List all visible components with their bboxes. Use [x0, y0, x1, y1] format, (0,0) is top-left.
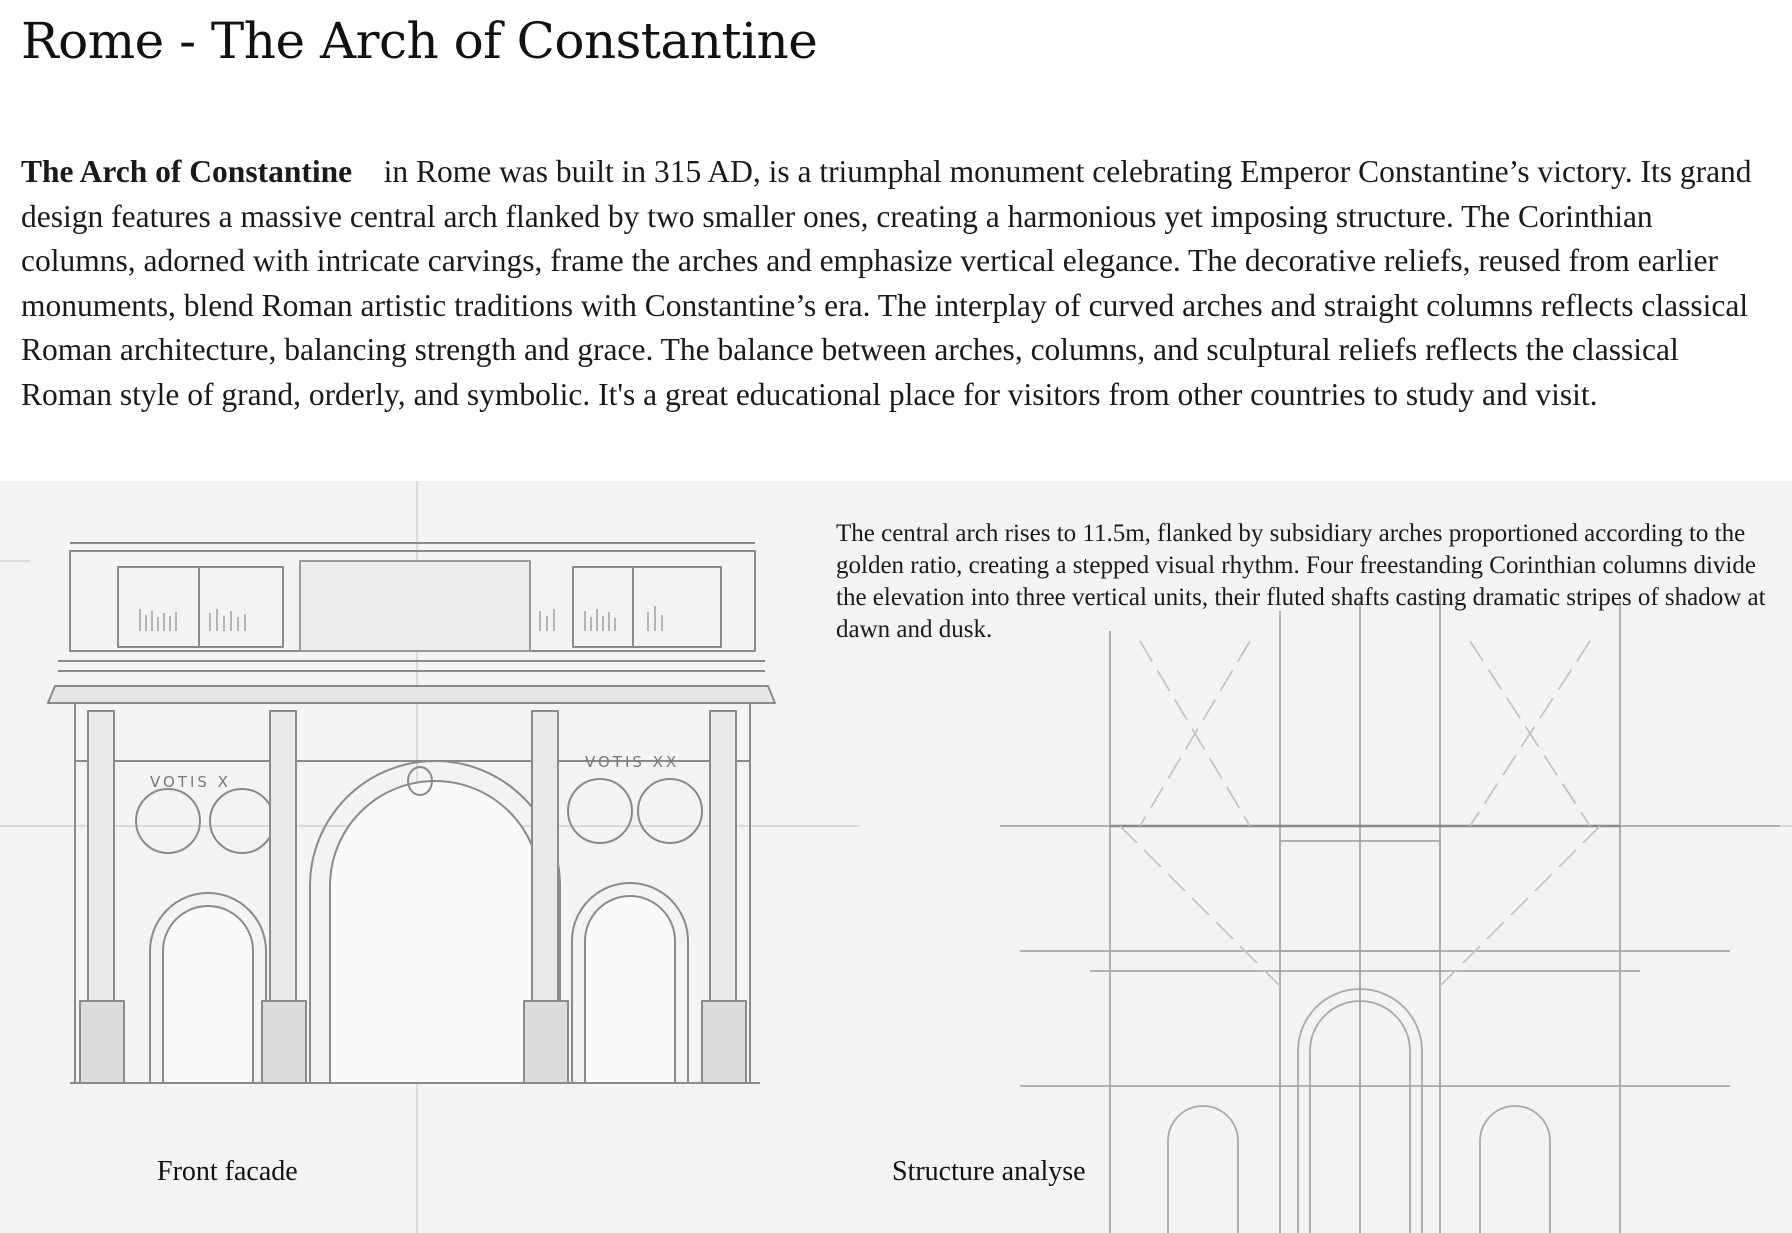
intro-lead: The Arch of Constantine: [21, 154, 353, 189]
structure-analysis-sketch: [1000, 591, 1780, 1233]
structure-note: The central arch rises to 11.5m, flanked by subsidiary arches proportioned according to the golden ratio, creating a stepped visual rhythm. Four freestanding Corinthian columns divide the elevation into three vertical units, their fluted shafts casting dramatic stripes of shadow at dawn and dusk.: [836, 520, 1766, 643]
intro-body: in Rome was built in 315 AD, is a triumphal monument celebrating Emperor Constantine’s victory. Its grand design features a massive central arch flanked by two smaller ones, creating a harmonious yet imposing structure. The Corinthian columns, adorned with intricate carvings, frame the arches and emphasize vertical elegance. The decorative reliefs, reused from earlier monuments, blend Roman artistic traditions with Constantine’s era. The interplay of curved arches and straight columns reflects classical Roman architecture, balancing strength and grace. The balance between arches, columns, and sculptural reliefs reflects the classical Roman style of grand, orderly, and symbolic. It's a great educational place for visitors from other countries to study and visit.: [21, 154, 1752, 412]
structure-analysis-caption: Structure analyse: [892, 1156, 1086, 1187]
inscription-right: VOTIS XX: [585, 753, 680, 771]
inscription-left: VOTIS X: [150, 773, 231, 791]
front-facade-sketch: [48, 543, 775, 1083]
front-facade-caption: Front facade: [157, 1156, 298, 1187]
intro-paragraph: [21, 150, 1771, 417]
page-title: Rome - The Arch of Constantine: [21, 12, 818, 70]
